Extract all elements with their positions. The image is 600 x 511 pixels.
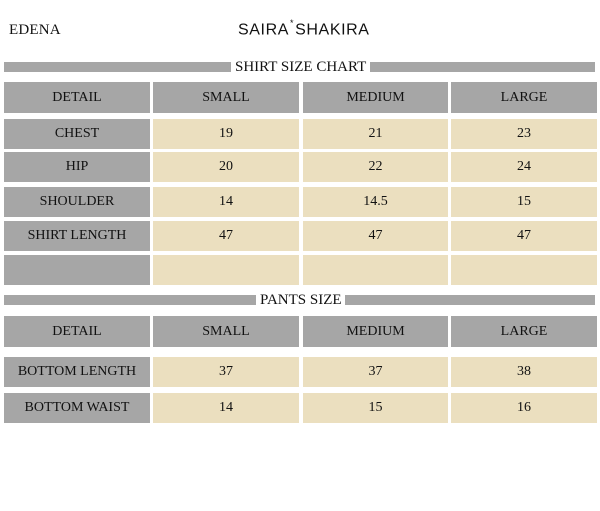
- pants-row-value: 37: [303, 357, 448, 387]
- brand-logo: [238, 20, 370, 39]
- shirt-header-size-1: SMALL: [153, 82, 299, 113]
- shirt-row-value: 24: [451, 152, 597, 182]
- shirt-row-value: 21: [303, 119, 448, 149]
- shirt-row-value: 23: [451, 119, 597, 149]
- pants-row-value: 38: [451, 357, 597, 387]
- shirt-header-size-2: MEDIUM: [303, 82, 448, 113]
- pants-row-value: 15: [303, 393, 448, 423]
- shirt-row-value: 14.5: [303, 187, 448, 217]
- pants-row-value: 14: [153, 393, 299, 423]
- product-name: EDENA: [9, 22, 61, 38]
- shirt-row-value: [451, 255, 597, 285]
- pants-row-value: 16: [451, 393, 597, 423]
- pants-section-title: PANTS SIZE: [257, 292, 345, 308]
- shirt-row-label: SHOULDER: [4, 187, 150, 217]
- pants-header-size-2: MEDIUM: [303, 316, 448, 347]
- shirt-section-title: SHIRT SIZE CHART: [232, 59, 369, 75]
- shirt-row-value: [153, 255, 299, 285]
- pants-header-size-1: SMALL: [153, 316, 299, 347]
- pants-header-detail: DETAIL: [4, 316, 150, 347]
- shirt-row-value: 14: [153, 187, 299, 217]
- shirt-row-label: SHIRT LENGTH: [4, 221, 150, 251]
- shirt-row-value: 47: [451, 221, 597, 251]
- shirt-row-label: HIP: [4, 152, 150, 182]
- shirt-title-bar-left: [4, 62, 231, 72]
- brand-left: SAIRA: [238, 21, 290, 39]
- shirt-row-value: 22: [303, 152, 448, 182]
- shirt-row-label: CHEST: [4, 119, 150, 149]
- shirt-row-value: 19: [153, 119, 299, 149]
- pants-title-bar-right: [345, 295, 595, 305]
- shirt-title-bar-right: [370, 62, 595, 72]
- pants-title-bar-left: [4, 295, 256, 305]
- brand-right: SHAKIRA: [295, 21, 370, 39]
- shirt-row-value: 47: [153, 221, 299, 251]
- shirt-row-label: [4, 255, 150, 285]
- brand-mark: *: [290, 18, 295, 28]
- pants-row-label: BOTTOM LENGTH: [4, 357, 150, 387]
- pants-row-value: 37: [153, 357, 299, 387]
- shirt-header-detail: DETAIL: [4, 82, 150, 113]
- shirt-header-size-3: LARGE: [451, 82, 597, 113]
- shirt-row-value: 15: [451, 187, 597, 217]
- shirt-row-value: 47: [303, 221, 448, 251]
- pants-row-label: BOTTOM WAIST: [4, 393, 150, 423]
- pants-header-size-3: LARGE: [451, 316, 597, 347]
- shirt-row-value: [303, 255, 448, 285]
- shirt-row-value: 20: [153, 152, 299, 182]
